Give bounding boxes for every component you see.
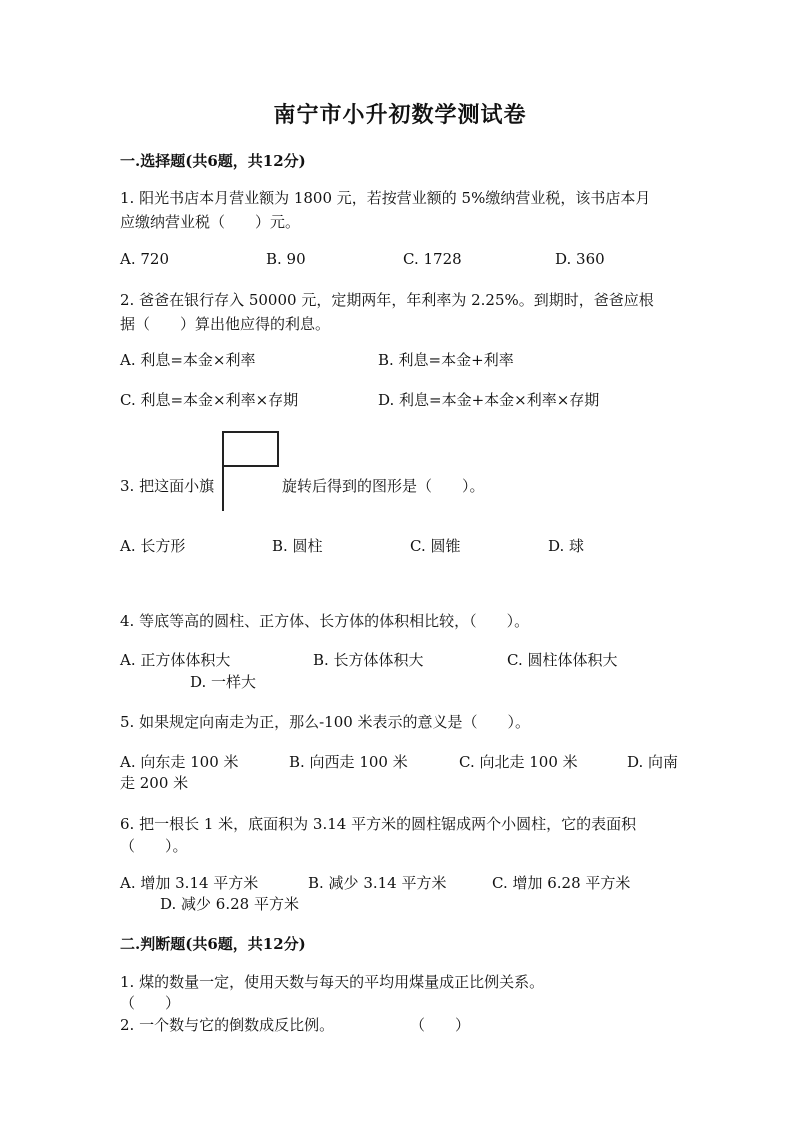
- q3-option-b: B. 圆柱: [272, 537, 323, 555]
- section-heading-choice: 一.选择题(共6题，共12分): [120, 152, 306, 170]
- q6-option-c: C. 增加 6.28 平方米: [492, 874, 631, 892]
- question-1-line-2: 应缴纳营业税（ ）元。: [120, 213, 301, 231]
- q4-option-c: C. 圆柱体体积大: [507, 651, 618, 669]
- q3-option-a: A. 长方形: [120, 537, 186, 555]
- page-title: 南宁市小升初数学测试卷: [273, 102, 527, 128]
- question-5-line-1: 5. 如果规定向南走为正，那么-100 米表示的意义是（ ）。: [120, 713, 531, 731]
- q5-option-d-continued: 走 200 米: [120, 774, 189, 792]
- judgment-2-line-1: 2. 一个数与它的倒数成反比例。: [120, 1016, 335, 1034]
- judgment-1-answer-blank: （ ）: [120, 994, 181, 1012]
- q1-option-a: A. 720: [120, 250, 169, 268]
- question-2-line-2: 据（ ）算出他应得的利息。: [120, 315, 331, 333]
- q5-option-b: B. 向西走 100 米: [289, 753, 408, 771]
- q5-option-d: D. 向南: [627, 753, 679, 771]
- section-heading-judgment: 二.判断题(共6题，共12分): [120, 935, 306, 953]
- q6-option-d: D. 减少 6.28 平方米: [160, 895, 299, 913]
- q3-option-d: D. 球: [548, 537, 585, 555]
- q1-option-d: D. 360: [555, 250, 605, 268]
- q4-option-d: D. 一样大: [190, 673, 257, 691]
- q6-option-b: B. 减少 3.14 平方米: [308, 874, 447, 892]
- q2-option-d: D. 利息=本金+本金×利率×存期: [378, 391, 600, 409]
- q1-option-b: B. 90: [266, 250, 306, 268]
- q5-option-a: A. 向东走 100 米: [120, 753, 239, 771]
- judgment-2-answer-blank: （ ）: [410, 1016, 471, 1034]
- judgment-1-line-1: 1. 煤的数量一定，使用天数与每天的平均用煤量成正比例关系。: [120, 973, 545, 991]
- q2-option-b: B. 利息=本金+利率: [378, 351, 514, 369]
- question-6-line-1: 6. 把一根长 1 米，底面积为 3.14 平方米的圆柱锯成两个小圆柱，它的表面积: [120, 815, 637, 833]
- question-4-line-1: 4. 等底等高的圆柱、正方体、长方体的体积相比较，（ ）。: [120, 612, 530, 630]
- q5-option-c: C. 向北走 100 米: [459, 753, 578, 771]
- q2-option-c: C. 利息=本金×利率×存期: [120, 391, 299, 409]
- q4-option-a: A. 正方体体积大: [120, 651, 231, 669]
- question-3-text-after: 旋转后得到的图形是（ ）。: [282, 477, 485, 495]
- flag-figure: [222, 431, 282, 513]
- q6-option-a: A. 增加 3.14 平方米: [120, 874, 259, 892]
- q4-option-b: B. 长方体体积大: [313, 651, 424, 669]
- question-2-line-1: 2. 爸爸在银行存入 50000 元，定期两年，年利率为 2.25%。到期时，爸爸应根: [120, 291, 654, 309]
- q1-option-c: C. 1728: [403, 250, 462, 268]
- q3-option-c: C. 圆锥: [410, 537, 461, 555]
- q2-option-a: A. 利息=本金×利率: [120, 351, 256, 369]
- question-3-text-before: 3. 把这面小旗: [120, 477, 215, 495]
- question-1-line-1: 1. 阳光书店本月营业额为 1800 元，若按营业额的 5%缴纳营业税，该书店本月: [120, 189, 651, 207]
- question-6-line-2: （ ）。: [120, 837, 188, 855]
